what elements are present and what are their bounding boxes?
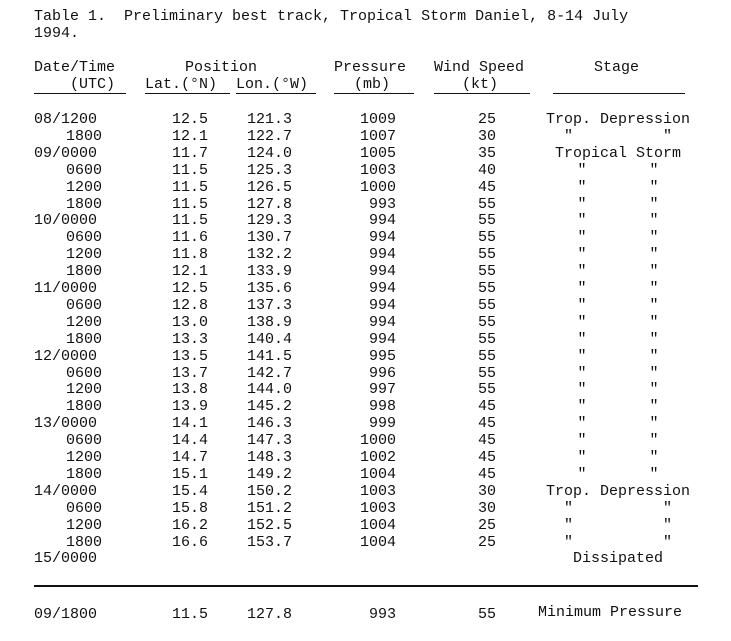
cell-time: 1200 — [66, 516, 103, 534]
cell-wind: 45 — [477, 415, 496, 433]
cell-lon: 151.2 — [246, 499, 292, 517]
cell-wind: 25 — [477, 516, 496, 534]
cell-stage: " " — [577, 229, 659, 247]
header-stage: Stage — [594, 59, 640, 76]
header-datetime: Date/Time — [34, 59, 116, 76]
cell-lat: 14.4 — [171, 432, 208, 450]
cell-wind: 35 — [477, 144, 496, 162]
cell-time: 15/0000 — [34, 550, 98, 568]
cell-time: 0600 — [66, 229, 103, 247]
summary-lat: 11.5 — [171, 606, 208, 623]
cell-lat: 11.6 — [171, 229, 208, 247]
cell-time: 13/0000 — [34, 415, 98, 433]
header-underline-lon — [236, 93, 316, 94]
cell-pressure: 1003 — [359, 161, 396, 179]
cell-wind: 55 — [477, 212, 496, 230]
cell-time: 10/0000 — [34, 212, 98, 230]
cell-pressure: 1004 — [359, 465, 396, 483]
cell-lon: 126.5 — [246, 178, 292, 196]
cell-pressure: 1003 — [359, 499, 396, 517]
cell-stage: " " — [577, 195, 659, 213]
cell-lon: 149.2 — [246, 465, 292, 483]
cell-pressure: 994 — [368, 313, 396, 331]
cell-stage: " " — [577, 263, 659, 281]
cell-lat: 13.3 — [171, 330, 208, 348]
cell-stage: " " — [563, 127, 673, 145]
cell-wind: 25 — [477, 533, 496, 551]
cell-time: 1800 — [66, 398, 103, 416]
summary-separator — [34, 585, 698, 587]
cell-time: 1200 — [66, 178, 103, 196]
cell-lon: 124.0 — [246, 144, 292, 162]
header-underline-lat — [145, 93, 230, 94]
header-mb: (mb) — [354, 76, 391, 93]
cell-stage: " " — [577, 449, 659, 466]
cell-lat: 11.5 — [171, 212, 208, 230]
cell-lat: 12.8 — [171, 296, 208, 314]
cell-lon: 125.3 — [246, 161, 292, 179]
cell-lat: 13.0 — [171, 313, 208, 331]
header-underline-wind — [434, 93, 530, 94]
cell-lat: 16.6 — [171, 533, 208, 551]
cell-lon: 147.3 — [246, 432, 292, 450]
cell-lon: 138.9 — [246, 313, 292, 331]
cell-lat: 12.5 — [171, 280, 208, 297]
cell-lon: 141.5 — [246, 347, 292, 365]
cell-pressure: 994 — [368, 229, 396, 247]
cell-wind: 55 — [477, 364, 496, 382]
cell-wind: 55 — [477, 381, 496, 399]
cell-time: 1800 — [66, 533, 103, 551]
header-underline-datetime — [34, 93, 126, 94]
cell-wind: 55 — [477, 246, 496, 264]
cell-lat: 14.7 — [171, 449, 208, 466]
summary-pressure: 993 — [368, 606, 396, 623]
cell-lat: 15.4 — [171, 482, 208, 500]
table-title-line2: 1994. — [34, 25, 80, 42]
cell-lat: 11.7 — [171, 144, 208, 162]
cell-time: 1200 — [66, 246, 103, 264]
cell-stage: Trop. Depression — [545, 111, 691, 128]
table-title-line1: Table 1. Preliminary best track, Tropical Storm Daniel, 8-14 July — [34, 8, 629, 25]
cell-time: 1800 — [66, 465, 103, 483]
cell-time: 0600 — [66, 364, 103, 382]
cell-lon: 153.7 — [246, 533, 292, 551]
cell-lon: 148.3 — [246, 449, 292, 466]
cell-stage: " " — [563, 499, 673, 517]
header-underline-stage — [553, 93, 685, 94]
cell-wind: 40 — [477, 161, 496, 179]
cell-stage: Dissipated — [572, 550, 663, 568]
cell-time: 0600 — [66, 499, 103, 517]
cell-stage: " " — [577, 347, 659, 365]
cell-lat: 13.8 — [171, 381, 208, 399]
cell-lat: 12.1 — [171, 127, 208, 145]
cell-stage: Tropical Storm — [554, 144, 682, 162]
cell-stage: " " — [577, 313, 659, 331]
cell-lon: 137.3 — [246, 296, 292, 314]
cell-time: 0600 — [66, 296, 103, 314]
cell-wind: 25 — [477, 111, 496, 128]
cell-stage: " " — [577, 465, 659, 483]
cell-time: 1200 — [66, 381, 103, 399]
cell-lat: 11.5 — [171, 161, 208, 179]
cell-time: 14/0000 — [34, 482, 98, 500]
cell-pressure: 1000 — [359, 178, 396, 196]
cell-time: 12/0000 — [34, 347, 98, 365]
cell-stage: Trop. Depression — [545, 482, 691, 500]
header-underline-pressure — [334, 93, 414, 94]
cell-stage: " " — [577, 398, 659, 416]
cell-pressure: 1004 — [359, 516, 396, 534]
cell-time: 1200 — [66, 449, 103, 466]
cell-pressure: 997 — [368, 381, 396, 399]
cell-pressure: 1002 — [359, 449, 396, 466]
cell-time: 08/1200 — [34, 111, 98, 128]
cell-time: 1800 — [66, 330, 103, 348]
cell-lat: 14.1 — [171, 415, 208, 433]
cell-wind: 55 — [477, 263, 496, 281]
cell-time: 1800 — [66, 195, 103, 213]
header-lon: Lon.(°W) — [236, 76, 309, 93]
cell-wind: 55 — [477, 313, 496, 331]
cell-stage: " " — [563, 516, 673, 534]
cell-lon: 150.2 — [246, 482, 292, 500]
cell-lon: 142.7 — [246, 364, 292, 382]
cell-lat: 15.8 — [171, 499, 208, 517]
cell-stage: " " — [577, 178, 659, 196]
cell-pressure: 1005 — [359, 144, 396, 162]
header-kt: (kt) — [462, 76, 499, 93]
cell-wind: 45 — [477, 398, 496, 416]
cell-pressure: 994 — [368, 246, 396, 264]
cell-time: 1800 — [66, 127, 103, 145]
cell-stage: " " — [577, 296, 659, 314]
cell-time: 0600 — [66, 432, 103, 450]
cell-pressure: 994 — [368, 280, 396, 297]
cell-lat: 11.8 — [171, 246, 208, 264]
cell-pressure: 1003 — [359, 482, 396, 500]
cell-lat: 11.5 — [171, 195, 208, 213]
cell-pressure: 994 — [368, 296, 396, 314]
cell-stage: " " — [577, 381, 659, 399]
header-wind-speed: Wind Speed — [434, 59, 525, 76]
cell-pressure: 994 — [368, 212, 396, 230]
cell-lat: 15.1 — [171, 465, 208, 483]
cell-lat: 13.7 — [171, 364, 208, 382]
header-utc: (UTC) — [70, 76, 116, 93]
header-pressure: Pressure — [334, 59, 407, 76]
cell-stage: " " — [577, 415, 659, 433]
cell-lon: 121.3 — [246, 111, 292, 128]
cell-pressure: 994 — [368, 330, 396, 348]
cell-wind: 30 — [477, 499, 496, 517]
cell-lon: 145.2 — [246, 398, 292, 416]
summary-stage: Minimum Pressure — [538, 604, 683, 621]
cell-time: 1200 — [66, 313, 103, 331]
cell-pressure: 998 — [368, 398, 396, 416]
cell-wind: 55 — [477, 330, 496, 348]
cell-pressure: 996 — [368, 364, 396, 382]
cell-lon: 129.3 — [246, 212, 292, 230]
cell-wind: 55 — [477, 280, 496, 297]
cell-lat: 13.5 — [171, 347, 208, 365]
cell-stage: " " — [563, 533, 673, 551]
cell-lon: 144.0 — [246, 381, 292, 399]
cell-lon: 127.8 — [246, 195, 292, 213]
cell-wind: 45 — [477, 432, 496, 450]
cell-wind: 55 — [477, 347, 496, 365]
cell-lon: 152.5 — [246, 516, 292, 534]
cell-lon: 140.4 — [246, 330, 292, 348]
cell-stage: " " — [577, 246, 659, 264]
cell-pressure: 994 — [368, 263, 396, 281]
cell-stage: " " — [577, 432, 659, 450]
cell-lon: 146.3 — [246, 415, 292, 433]
cell-pressure: 1004 — [359, 533, 396, 551]
cell-time: 0600 — [66, 161, 103, 179]
cell-pressure: 995 — [368, 347, 396, 365]
cell-lon: 132.2 — [246, 246, 292, 264]
cell-stage: " " — [577, 330, 659, 348]
summary-wind: 55 — [477, 606, 496, 623]
header-lat: Lat.(°N) — [145, 76, 218, 93]
cell-pressure: 993 — [368, 195, 396, 213]
cell-lon: 133.9 — [246, 263, 292, 281]
cell-wind: 55 — [477, 296, 496, 314]
cell-time: 09/0000 — [34, 144, 98, 162]
cell-lat: 16.2 — [171, 516, 208, 534]
cell-lon: 130.7 — [246, 229, 292, 247]
cell-lat: 12.1 — [171, 263, 208, 281]
cell-lat: 11.5 — [171, 178, 208, 196]
cell-pressure: 1000 — [359, 432, 396, 450]
cell-lon: 135.6 — [246, 280, 292, 297]
cell-pressure: 999 — [368, 415, 396, 433]
cell-pressure: 1007 — [359, 127, 396, 145]
header-position: Position — [185, 59, 258, 76]
cell-wind: 45 — [477, 465, 496, 483]
cell-wind: 45 — [477, 449, 496, 466]
summary-time: 09/1800 — [34, 606, 98, 623]
cell-wind: 30 — [477, 127, 496, 145]
cell-stage: " " — [577, 161, 659, 179]
cell-stage: " " — [577, 212, 659, 230]
cell-wind: 55 — [477, 229, 496, 247]
cell-pressure: 1009 — [359, 111, 396, 128]
cell-stage: " " — [577, 364, 659, 382]
cell-time: 11/0000 — [34, 280, 98, 297]
cell-wind: 45 — [477, 178, 496, 196]
cell-wind: 55 — [477, 195, 496, 213]
cell-time: 1800 — [66, 263, 103, 281]
cell-lat: 13.9 — [171, 398, 208, 416]
cell-lon: 122.7 — [246, 127, 292, 145]
cell-stage: " " — [577, 280, 659, 297]
summary-lon: 127.8 — [246, 606, 292, 623]
cell-wind: 30 — [477, 482, 496, 500]
cell-lat: 12.5 — [171, 111, 208, 128]
